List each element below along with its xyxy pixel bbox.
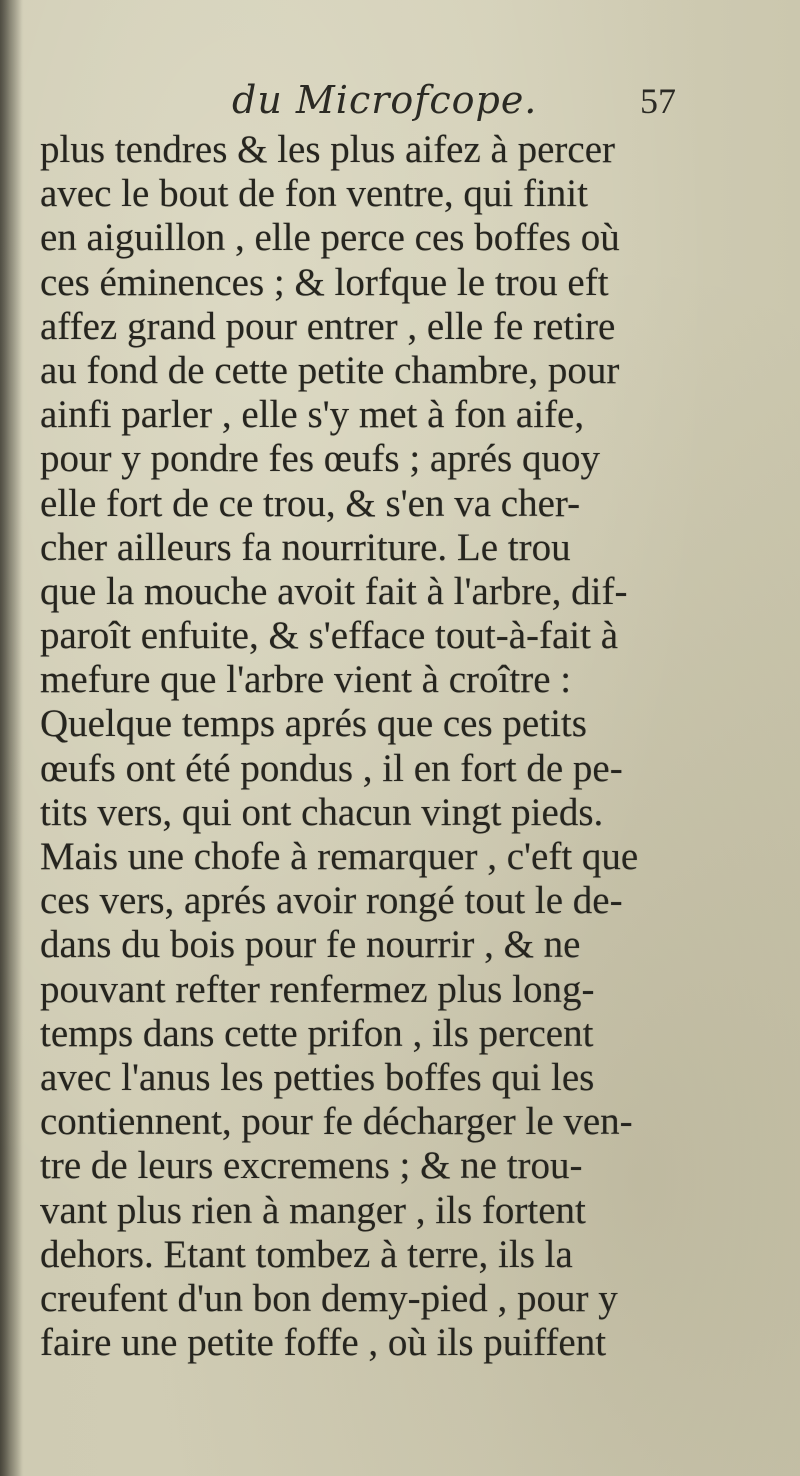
text-line: paroît enfuite, & s'efface tout-à-fait à: [40, 614, 619, 658]
text-line: pouvant refter renfermez plus long-: [40, 967, 595, 1011]
text-line: dans du bois pour fe nourrir , & ne: [40, 923, 581, 967]
text-line: dehors. Etant tombez à terre, ils la: [40, 1232, 573, 1276]
text-line: ces vers, aprés avoir rongé tout le de-: [40, 879, 623, 923]
text-line: œufs ont été pondus , il en fort de pe-: [40, 746, 623, 790]
running-title: du Microfcope.: [232, 78, 538, 122]
text-line: tre de leurs excremens ; & ne trou-: [40, 1144, 583, 1188]
text-line: en aiguillon , elle perce ces boffes où: [40, 216, 620, 260]
text-line: avec l'anus les petties boffes qui les: [40, 1055, 595, 1099]
text-line: que la mouche avoit fait à l'arbre, dif-: [40, 569, 628, 613]
text-line: Quelque temps aprés que ces petits: [40, 702, 587, 746]
text-line: Mais une chofe à remarquer , c'eft que: [40, 835, 639, 878]
text-line: pour y pondre fes œufs ; aprés quoy: [40, 437, 600, 481]
page-gutter-shadow: [0, 0, 22, 1476]
text-line: mefure que l'arbre vient à croître :: [40, 658, 572, 702]
text-line: faire une petite foffe , où ils puiffent: [40, 1321, 607, 1365]
text-line: ces éminences ; & lorfque le trou eft: [40, 260, 609, 304]
text-line: ainfi parler , elle s'y met à fon aife,: [40, 393, 585, 437]
page-number: 57: [640, 81, 676, 121]
text-line: temps dans cette prifon , ils percent: [40, 1011, 594, 1055]
text-line: vant plus rien à manger , ils fortent: [40, 1188, 586, 1232]
text-line: tits vers, qui ont chacun vingt pieds.: [40, 790, 604, 834]
text-line: contiennent, pour fe décharger le ven-: [40, 1100, 633, 1144]
text-line: avec le bout de fon ventre, qui finit: [40, 172, 588, 216]
text-line: cher ailleurs fa nourriture. Le trou: [40, 525, 571, 569]
text-line: plus tendres & les plus aifez à percer: [40, 128, 616, 171]
text-line: affez grand pour entrer , elle fe retire: [40, 304, 616, 348]
text-line: elle fort de ce trou, & s'en va cher-: [40, 481, 581, 525]
text-line: au fond de cette petite chambre, pour: [40, 348, 620, 392]
body-text: [40, 128, 780, 1365]
text-line: creufent d'un bon demy-pied , pour y: [40, 1276, 618, 1320]
